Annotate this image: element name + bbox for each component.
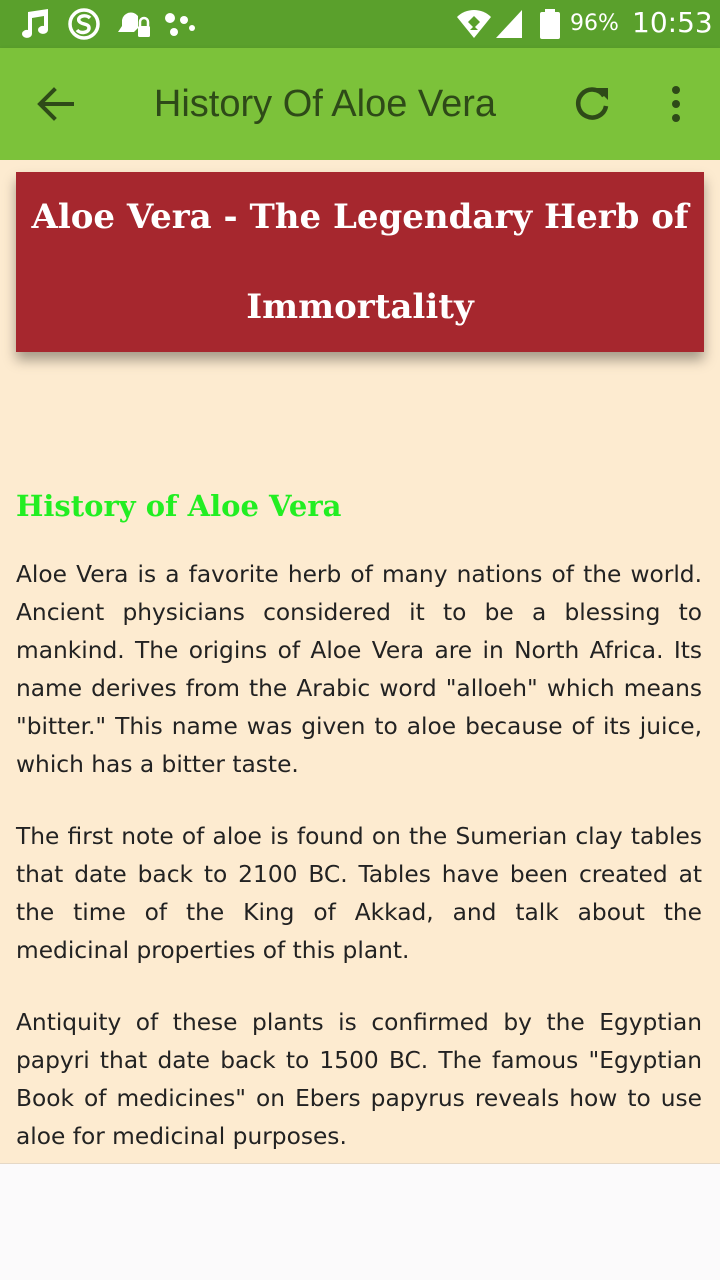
arrow-back-icon[interactable] [32, 80, 80, 128]
page-title: History Of Aloe Vera [153, 83, 497, 125]
battery-percentage: 96% [570, 11, 619, 36]
paragraph: The first note of aloe is found on the Sumerian clay tables that date back to 2100 BC. Tables have been created at the time of the King of Akkad, and talk about the medicinal properties of this plant. [16, 823, 702, 964]
s-app-icon [66, 8, 102, 40]
wifi-icon [456, 8, 492, 40]
battery-icon [538, 8, 562, 40]
section-heading: History of Aloe Vera [16, 489, 342, 523]
more-vert-icon[interactable] [652, 80, 700, 128]
article-body [16, 556, 702, 1163]
article-banner: Aloe Vera - The Legendary Herb of Immortality [16, 172, 704, 352]
signal-icon [494, 8, 524, 40]
blank-bottom-area [0, 1163, 720, 1280]
refresh-icon[interactable] [568, 80, 616, 128]
music-note-icon [18, 8, 54, 40]
status-bar [0, 0, 720, 48]
clock: 10:53 [632, 6, 713, 39]
app-bar [0, 48, 720, 160]
paragraph: Antiquity of these plants is confirmed by the Egyptian papyri that date back to 1500 BC. The famous "Egyptian Book of medicines" on Ebers papyrus reveals how to use aloe for medicinal purposes. [16, 1009, 702, 1150]
bell-lock-icon [114, 8, 154, 40]
article-webview[interactable] [0, 160, 720, 1163]
dots-icon [162, 8, 198, 40]
paragraph: Aloe Vera is a favorite herb of many nations of the world. Ancient physicians considered it to be a blessing to mankind. The origins of Aloe Vera are in North Africa. Its name derives from the Arabic word "alloeh" which means "bitter." This name was given to aloe because of its juice, which has a bitter taste. [16, 561, 702, 778]
